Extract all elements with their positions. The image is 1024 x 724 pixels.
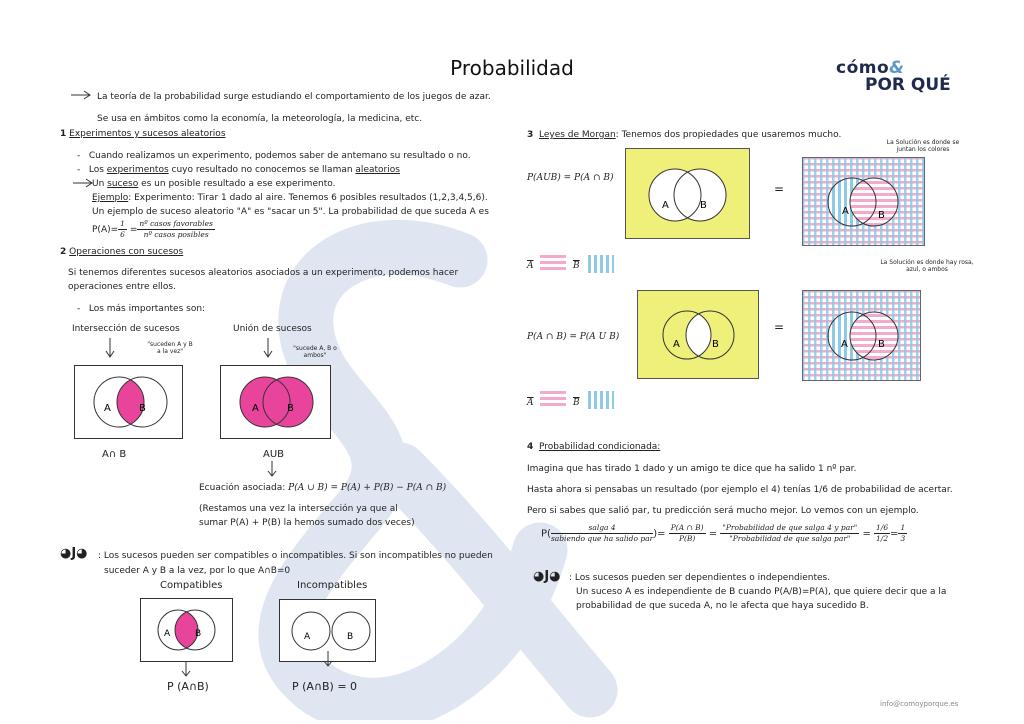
- dependence-note-2: Un suceso A es independiente de B cuando P(A/B)=P(A), que quiere decir que a la: [576, 587, 947, 597]
- svg-text:B: B: [287, 403, 294, 414]
- compatible-probability: P (A∩B): [167, 680, 209, 693]
- a-complement-swatch: [540, 391, 566, 409]
- union-venn-diagram: [220, 365, 332, 440]
- svg-text:B: B: [195, 629, 202, 639]
- morgan-intersection-diagram: [637, 290, 760, 380]
- contact-email[interactable]: info@comoyporque.es: [880, 700, 959, 708]
- section-4-text-1: Imagina que has tirado 1 dado y un amigo te dice que ha salido 1 nº par.: [527, 464, 857, 474]
- section-1-bullet-2: - Los experimentos cuyo resultado no conocemos se llaman aleatorios: [77, 165, 400, 175]
- section-3-heading: 3 Leyes de Morgan: Tenemos dos propiedades que usaremos mucho.: [527, 130, 842, 140]
- b-complement-label: $\overline{B}$: [573, 261, 580, 271]
- compatible-note-1: : Los sucesos pueden ser compatibles o incompatibles. Si son incompatibles no pueden: [98, 551, 493, 561]
- arrow-down-icon: [267, 460, 277, 478]
- b-complement-swatch: [588, 391, 614, 409]
- morgan-union-diagram: [625, 148, 751, 240]
- section-1-bullet-3: Un suceso es un posible resultado a ese experimento.: [92, 179, 336, 189]
- arrow-right-icon: [70, 90, 92, 100]
- equals-sign: =: [774, 182, 785, 196]
- svg-text:A: A: [304, 632, 311, 642]
- section-2-bullet: - Los más importantes son:: [77, 304, 206, 314]
- section-1-example: Ejemplo: Experimento: Tirar 1 dado al aire. Tenemos 6 posibles resultados (1,2,3,4,5,6).: [92, 193, 488, 203]
- compatible-venn-diagram: [140, 598, 234, 663]
- section-2-heading: 2 Operaciones con sucesos: [60, 247, 184, 257]
- dependence-note-3: probabilidad de que suceda A, no le afecta que haya sucedido B.: [576, 601, 869, 611]
- svg-text:B: B: [139, 403, 146, 414]
- b-complement-swatch: [588, 255, 614, 273]
- svg-text:A: A: [842, 206, 849, 217]
- page-title: Probabilidad: [450, 56, 574, 80]
- morgan-solution-diagram-1: [802, 157, 926, 247]
- conditional-probability-formula: P( $\frac{salga 4}{\text{sabiendo que ha salido par}}$ )= $\frac{P(A \cap B)}{P(B)}$ = $\frac{\text{"Probabilidad de que salga 4 y par"}}{\text{"Probabilidad de que salga par"}}$ = $\frac{1/6}{1/2}$ = $\frac{1}{3}$: [541, 523, 906, 543]
- svg-text:B: B: [712, 339, 719, 350]
- attention-icon: ◕J◕: [60, 546, 88, 561]
- arrow-down-icon: [181, 660, 191, 678]
- intersection-symbol: A∩ B: [102, 449, 127, 460]
- morgan-note-1: La Solución es donde se juntan los colores: [886, 139, 960, 153]
- dependence-note-1: : Los sucesos pueden ser dependientes o independientes.: [569, 573, 831, 583]
- equals-sign: =: [774, 320, 785, 334]
- section-1-heading: 1 Experimentos y sucesos aleatorios: [60, 129, 226, 139]
- morgan-solution-diagram-2: [802, 290, 922, 382]
- compatible-label: Compatibles: [160, 580, 223, 591]
- equation-note-2: sumar P(A) + P(B) la hemos sumado dos veces): [199, 518, 415, 528]
- probability-formula: P(A)= $\frac{1}{6}$ = $\frac{\text{nº casos favorables}}{\text{nº casos posibles}}$: [92, 219, 213, 239]
- arrow-down-icon: [263, 337, 273, 359]
- svg-text:A: A: [673, 339, 680, 350]
- morgan-law-2: P(A ∩ B) = P(A U B): [527, 332, 620, 342]
- incompatible-label: Incompatibles: [297, 580, 368, 591]
- attention-icon: ◕J◕: [533, 569, 561, 584]
- section-2-text-1: Si tenemos diferentes sucesos aleatorios asociados a un experimento, podemos hacer: [68, 268, 459, 278]
- svg-text:A: A: [841, 339, 848, 350]
- intro-line-2: Se usa en ámbitos como la economía, la meteorología, la medicina, etc.: [97, 114, 423, 124]
- b-complement-label: $\overline{B}$: [573, 398, 580, 408]
- svg-text:B: B: [700, 200, 707, 211]
- logo: cómo&: [836, 58, 905, 78]
- arrow-down-icon: [105, 337, 115, 359]
- intro-line-1: La teoría de la probabilidad surge estudiando el comportamiento de los juegos de azar.: [97, 92, 491, 102]
- associated-equation: Ecuación asociada: P(A ∪ B) = P(A) + P(B) − P(A ∩ B): [199, 483, 447, 493]
- svg-text:B: B: [878, 339, 885, 350]
- morgan-law-1: P(AUB) = P(A ∩ B): [527, 173, 614, 183]
- section-2-text-2: operaciones entre ellos.: [68, 282, 176, 292]
- morgan-note-2: La Solución es donde hay rosa, azul, o ambos: [880, 259, 974, 273]
- a-complement-label: $\overline{A}$: [527, 398, 534, 408]
- incompatible-probability: P (A∩B) = 0: [292, 680, 358, 693]
- logo-subtitle: POR QUÉ: [865, 75, 951, 95]
- intersection-note: "suceden A y B a la vez": [147, 341, 193, 355]
- section-1-bullet-1: - Cuando realizamos un experimento, podemos saber de antemano su resultado o no.: [77, 151, 471, 161]
- union-symbol: AUB: [263, 449, 285, 460]
- svg-text:A: A: [164, 629, 171, 639]
- svg-text:A: A: [252, 403, 259, 414]
- a-complement-swatch: [540, 255, 566, 273]
- equation-note-1: (Restamos una vez la intersección ya que al: [199, 504, 398, 514]
- svg-text:B: B: [878, 210, 885, 221]
- svg-text:A: A: [662, 200, 669, 211]
- svg-text:B: B: [347, 632, 354, 642]
- intersection-label: Intersección de sucesos: [72, 324, 180, 334]
- svg-text:A: A: [104, 403, 111, 414]
- section-1-example-2: Un ejemplo de suceso aleatorio "A" es "sacar un 5". La probabilidad de que suceda A es: [92, 207, 489, 217]
- intersection-venn-diagram: [74, 365, 184, 440]
- arrow-down-icon: [323, 650, 333, 668]
- compatible-note-2: suceder A y B a la vez, por lo que A∩B=0: [104, 566, 291, 576]
- union-note: "sucede A, B o ambos": [293, 345, 337, 359]
- arrow-right-icon: [72, 178, 94, 188]
- section-4-heading: 4 Probabilidad condicionada:: [527, 442, 661, 452]
- union-label: Unión de sucesos: [233, 324, 312, 334]
- a-complement-label: $\overline{A}$: [527, 261, 534, 271]
- section-4-text-2: Hasta ahora si pensabas un resultado (por ejemplo el 4) tenías 1/6 de probabilidad de acertar.: [527, 485, 953, 495]
- section-4-text-3: Pero si sabes que salió par, tu predicción será mucho mejor. Lo vemos con un ejemplo.: [527, 506, 919, 516]
